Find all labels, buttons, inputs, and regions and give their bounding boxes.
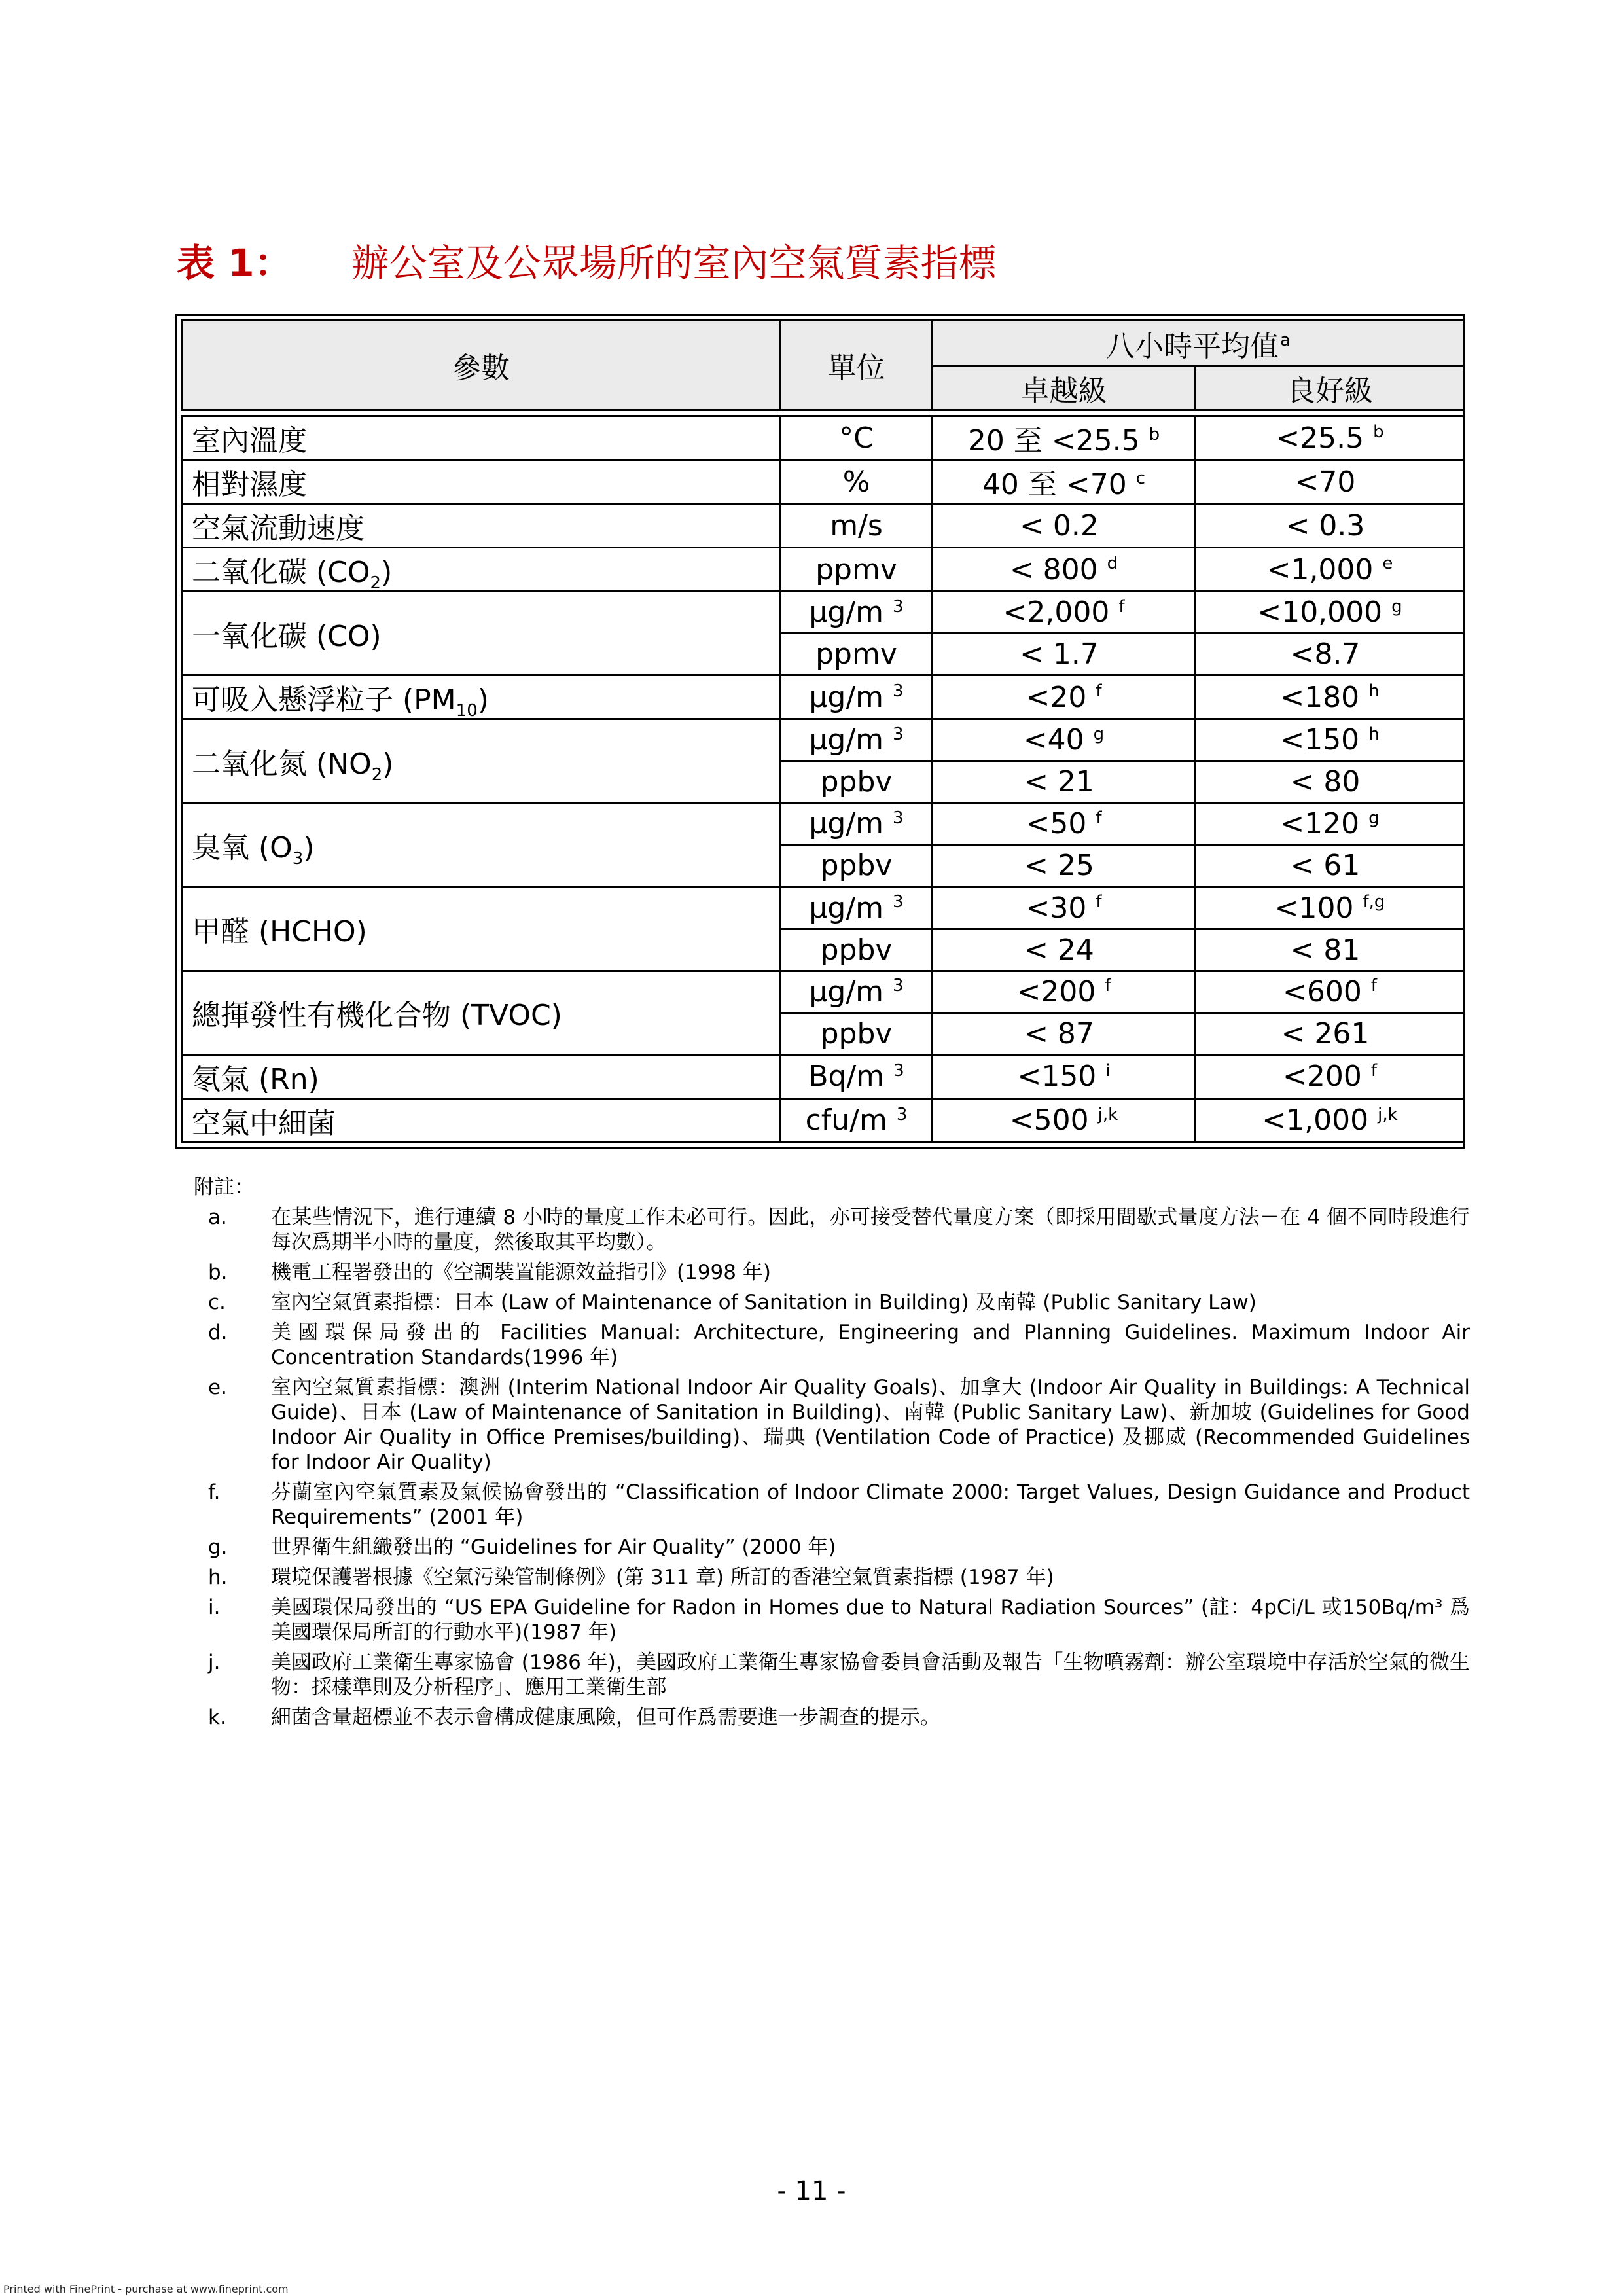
unit-cell bbox=[781, 887, 933, 929]
note-text: 世界衛生組織發出的 “Guidelines for Air Quality” (2000 年) bbox=[271, 1535, 836, 1559]
good-value: <70 bbox=[1294, 465, 1356, 499]
unit-cell bbox=[781, 675, 933, 719]
unit-cell: ppbv bbox=[781, 929, 933, 971]
excellent-value: < 21 bbox=[1024, 765, 1094, 799]
note-item bbox=[194, 1375, 1470, 1475]
excellent-cell bbox=[933, 634, 1196, 675]
excellent-cell bbox=[933, 1098, 1196, 1142]
print-footer: Printed with FinePrint - purchase at www.fineprint.com bbox=[3, 2283, 289, 2295]
table-row bbox=[182, 719, 1465, 761]
note-item bbox=[194, 1320, 1470, 1370]
param-cell: 一氧化碳 (CO) bbox=[182, 592, 781, 675]
note-text: 機電工程署發出的《空調裝置能源效益指引》(1998 年) bbox=[271, 1261, 771, 1284]
unit-superscript: 3 bbox=[893, 975, 904, 996]
param-cell: 相對濕度 bbox=[182, 460, 781, 504]
good-note: b bbox=[1373, 422, 1384, 442]
good-cell bbox=[1196, 761, 1465, 803]
good-cell bbox=[1196, 719, 1465, 761]
note-text: 室內空氣質素指標：日本 (Law of Maintenance of Sanitation in Building) 及南韓 (Public Sanitary Law) bbox=[271, 1291, 1257, 1314]
good-cell bbox=[1196, 460, 1465, 504]
excellent-note: f bbox=[1096, 681, 1102, 702]
note-label: h. bbox=[208, 1566, 228, 1589]
unit-cell bbox=[781, 1098, 933, 1142]
excellent-cell bbox=[933, 887, 1196, 929]
param-cell: 總揮發性有機化合物 (TVOC) bbox=[182, 971, 781, 1054]
param-text-end: ) bbox=[381, 556, 393, 590]
good-value: < 80 bbox=[1290, 765, 1361, 799]
iaq-table-frame bbox=[175, 314, 1465, 1149]
good-note: g bbox=[1391, 596, 1402, 617]
param-cell: 室內溫度 bbox=[182, 416, 781, 460]
notes-title: 附註： bbox=[194, 1175, 255, 1199]
iaq-objectives-table bbox=[181, 319, 1465, 1143]
note-label: b. bbox=[208, 1261, 228, 1284]
unit-cell: m/s bbox=[781, 504, 933, 548]
table-row bbox=[182, 675, 1465, 719]
note-item bbox=[194, 1705, 1470, 1730]
good-cell bbox=[1196, 504, 1465, 548]
table-row bbox=[182, 887, 1465, 929]
param-text-end: ) bbox=[477, 683, 489, 717]
excellent-value: <200 bbox=[1016, 975, 1096, 1009]
excellent-note: f bbox=[1096, 891, 1102, 912]
note-text: 芬蘭室內空氣質素及氣候協會發出的 “Classification of Indoor Climate 2000: Target Values, Design Guidance and Product Requirements” (2001 年) bbox=[271, 1480, 1470, 1529]
good-cell bbox=[1196, 592, 1465, 634]
excellent-cell bbox=[933, 1013, 1196, 1054]
table-row bbox=[182, 1098, 1465, 1142]
good-value: <8.7 bbox=[1290, 637, 1361, 672]
note-item bbox=[194, 1205, 1470, 1255]
unit-text: µg/m bbox=[809, 596, 884, 630]
excellent-cell bbox=[933, 504, 1196, 548]
table-row bbox=[182, 548, 1465, 592]
good-value: <10,000 bbox=[1257, 596, 1383, 630]
good-value: < 61 bbox=[1290, 849, 1361, 883]
good-cell bbox=[1196, 845, 1465, 887]
excellent-cell bbox=[933, 592, 1196, 634]
excellent-note: f bbox=[1118, 596, 1125, 617]
unit-cell: ppbv bbox=[781, 761, 933, 803]
note-item bbox=[194, 1535, 1470, 1560]
excellent-cell bbox=[933, 460, 1196, 504]
excellent-value: <20 bbox=[1026, 680, 1087, 714]
unit-cell bbox=[781, 803, 933, 845]
unit-superscript: 3 bbox=[893, 724, 904, 744]
good-value: <180 bbox=[1280, 680, 1360, 714]
good-value: <100 bbox=[1274, 891, 1354, 925]
param-cell: 空氣流動速度 bbox=[182, 504, 781, 548]
table-row bbox=[182, 460, 1465, 504]
good-value: <25.5 bbox=[1275, 421, 1364, 455]
excellent-value: <40 bbox=[1023, 723, 1084, 757]
unit-superscript: 3 bbox=[893, 596, 904, 617]
param-subscript: 2 bbox=[370, 573, 382, 592]
good-note: e bbox=[1382, 554, 1393, 573]
table-row bbox=[182, 416, 1465, 460]
param-cell bbox=[182, 548, 781, 592]
unit-superscript: 3 bbox=[893, 681, 904, 702]
good-note: g bbox=[1368, 808, 1380, 828]
good-value: <600 bbox=[1282, 975, 1362, 1009]
header-good: 良好級 bbox=[1196, 367, 1465, 410]
excellent-note: i bbox=[1105, 1060, 1111, 1081]
header-avg-sup: a bbox=[1280, 330, 1291, 350]
note-label: g. bbox=[208, 1535, 228, 1559]
header-spacer bbox=[182, 410, 1465, 416]
unit-cell: % bbox=[781, 460, 933, 504]
param-text-end: ) bbox=[303, 831, 315, 865]
param-text: 可吸入懸浮粒子 (PM bbox=[192, 683, 456, 717]
excellent-note: f bbox=[1105, 975, 1111, 996]
param-subscript: 10 bbox=[455, 701, 478, 719]
unit-cell: ppbv bbox=[781, 845, 933, 887]
note-label: c. bbox=[208, 1291, 226, 1314]
unit-text: µg/m bbox=[809, 807, 884, 841]
table-number: 表 1： bbox=[177, 241, 293, 285]
unit-superscript: 3 bbox=[896, 1104, 908, 1124]
note-label: e. bbox=[208, 1376, 227, 1399]
note-item bbox=[194, 1595, 1470, 1645]
table-row bbox=[182, 803, 1465, 845]
good-value: < 0.3 bbox=[1285, 509, 1365, 543]
excellent-value: < 24 bbox=[1024, 933, 1094, 967]
good-value: < 261 bbox=[1281, 1016, 1370, 1050]
good-value: <1,000 bbox=[1262, 1103, 1369, 1138]
unit-cell: ppbv bbox=[781, 1013, 933, 1054]
param-cell: 空氣中細菌 bbox=[182, 1098, 781, 1142]
param-cell bbox=[182, 675, 781, 719]
excellent-cell bbox=[933, 971, 1196, 1013]
excellent-cell bbox=[933, 548, 1196, 592]
excellent-value: < 800 bbox=[1009, 552, 1098, 586]
table-row bbox=[182, 971, 1465, 1013]
param-text: 二氧化氮 (NO bbox=[192, 747, 372, 781]
good-cell bbox=[1196, 1098, 1465, 1142]
param-subscript: 2 bbox=[371, 764, 383, 785]
unit-text: cfu/m bbox=[805, 1103, 887, 1138]
excellent-value: < 0.2 bbox=[1020, 509, 1099, 543]
table-row bbox=[182, 592, 1465, 634]
excellent-cell bbox=[933, 761, 1196, 803]
note-item bbox=[194, 1260, 1470, 1285]
excellent-value: <30 bbox=[1026, 891, 1087, 925]
unit-superscript: 3 bbox=[893, 808, 904, 828]
note-text: 美國環保局發出的 “US EPA Guideline for Radon in Homes due to Natural Radiation Sources” (註：4pCi/L 或150Bq/m³ 爲美國環保局所訂的行動水平)(1987 年) bbox=[271, 1596, 1470, 1644]
unit-cell bbox=[781, 719, 933, 761]
good-value: <150 bbox=[1280, 723, 1360, 757]
good-note: f bbox=[1370, 975, 1377, 996]
excellent-note: f bbox=[1096, 808, 1102, 828]
table-row bbox=[182, 1054, 1465, 1098]
good-cell bbox=[1196, 675, 1465, 719]
good-value: <200 bbox=[1282, 1060, 1362, 1094]
excellent-value: <2,000 bbox=[1003, 596, 1110, 630]
good-cell bbox=[1196, 803, 1465, 845]
excellent-value: 40 至 <70 bbox=[982, 468, 1127, 502]
table-row bbox=[182, 504, 1465, 548]
header-excellent: 卓越級 bbox=[933, 367, 1196, 410]
note-label: k. bbox=[208, 1706, 226, 1729]
unit-text: Bq/m bbox=[808, 1060, 885, 1094]
note-text: 在某些情況下，進行連續 8 小時的量度工作未必可行。因此，亦可接受替代量度方案（即採用間歇式量度方法－在 4 個不同時段進行每次爲期半小時的量度，然後取其平均數）。 bbox=[271, 1206, 1470, 1254]
note-item bbox=[194, 1480, 1470, 1530]
good-value: <1,000 bbox=[1266, 552, 1374, 586]
unit-text: µg/m bbox=[809, 723, 884, 757]
excellent-cell bbox=[933, 675, 1196, 719]
header-unit: 單位 bbox=[781, 321, 933, 410]
param-text-end: ) bbox=[382, 747, 394, 781]
unit-superscript: 3 bbox=[893, 891, 904, 912]
param-subscript: 3 bbox=[292, 848, 304, 869]
unit-superscript: 3 bbox=[893, 1060, 904, 1081]
excellent-value: <500 bbox=[1009, 1103, 1089, 1138]
good-cell bbox=[1196, 416, 1465, 460]
good-cell bbox=[1196, 929, 1465, 971]
unit-text: µg/m bbox=[809, 975, 884, 1009]
good-note: j,k bbox=[1378, 1104, 1398, 1124]
unit-cell: ppmv bbox=[781, 634, 933, 675]
param-cell: 甲醛 (HCHO) bbox=[182, 887, 781, 971]
good-note: h bbox=[1368, 724, 1380, 744]
excellent-cell bbox=[933, 1054, 1196, 1098]
excellent-note: j,k bbox=[1097, 1104, 1118, 1124]
good-value: < 81 bbox=[1290, 933, 1361, 967]
good-cell bbox=[1196, 1054, 1465, 1098]
note-label: d. bbox=[208, 1321, 228, 1344]
header-eight-hour-average bbox=[933, 321, 1465, 367]
excellent-value: <50 bbox=[1026, 807, 1087, 841]
table-title: 辦公室及公眾場所的室內空氣質素指標 bbox=[351, 241, 997, 285]
good-cell bbox=[1196, 1013, 1465, 1054]
excellent-cell bbox=[933, 845, 1196, 887]
excellent-cell bbox=[933, 719, 1196, 761]
page-number: - 11 - bbox=[777, 2176, 846, 2206]
note-text: 環境保護署根據《空氣污染管制條例》(第 311 章) 所訂的香港空氣質素指標 (1987 年) bbox=[271, 1566, 1054, 1589]
excellent-value: < 1.7 bbox=[1020, 637, 1099, 672]
param-cell: 氡氣 (Rn) bbox=[182, 1054, 781, 1098]
good-note: f,g bbox=[1363, 891, 1385, 912]
excellent-value: <150 bbox=[1017, 1060, 1097, 1094]
note-text: 細菌含量超標並不表示會構成健康風險，但可作爲需要進一步調查的提示。 bbox=[271, 1706, 940, 1729]
note-text: 美國政府工業衛生專家協會 (1986 年)，美國政府工業衛生專家協會委員會活動及報告「生物噴霧劑：辦公室環境中存活於空氣的微生物：採樣準則及分析程序」、應用工業衛生部 bbox=[271, 1651, 1470, 1699]
excellent-note: b bbox=[1149, 425, 1160, 445]
good-value: <120 bbox=[1280, 807, 1360, 841]
excellent-note: d bbox=[1107, 554, 1118, 573]
notes-section bbox=[194, 1175, 1470, 1735]
unit-text: µg/m bbox=[809, 891, 884, 925]
note-text: 室內空氣質素指標：澳洲 (Interim National Indoor Air Quality Goals)、加拿大 (Indoor Air Quality in Buildings: A Technical Guide)、日本 (Law of Maintenance of Sanitation in Building)、南韓 (Public Sanitary Law)、新加坡 (Guidelines for Good Indoor Air Quality in Office Premises/building)、瑞典 (Ventilation Code of Practice) 及挪威 (Recommended Guidelines for Indoor Air Quality) bbox=[271, 1376, 1470, 1474]
note-label: i. bbox=[208, 1596, 221, 1619]
excellent-value: 20 至 <25.5 bbox=[967, 424, 1140, 458]
note-item bbox=[194, 1290, 1470, 1315]
header-param: 參數 bbox=[182, 321, 781, 410]
excellent-note: c bbox=[1135, 469, 1146, 489]
unit-cell: ppmv bbox=[781, 548, 933, 592]
good-note: h bbox=[1368, 681, 1380, 702]
param-text: 臭氧 (O bbox=[192, 831, 293, 865]
good-note: f bbox=[1370, 1060, 1377, 1081]
param-cell bbox=[182, 803, 781, 887]
note-label: f. bbox=[208, 1480, 221, 1504]
excellent-cell bbox=[933, 803, 1196, 845]
note-label: a. bbox=[208, 1206, 227, 1229]
excellent-value: < 87 bbox=[1024, 1016, 1094, 1050]
param-text: 二氧化碳 (CO bbox=[192, 556, 370, 590]
param-cell bbox=[182, 719, 781, 803]
unit-text: µg/m bbox=[809, 680, 884, 714]
excellent-cell bbox=[933, 929, 1196, 971]
good-cell bbox=[1196, 887, 1465, 929]
good-cell bbox=[1196, 971, 1465, 1013]
unit-cell: °C bbox=[781, 416, 933, 460]
page-title bbox=[177, 232, 997, 287]
good-cell bbox=[1196, 548, 1465, 592]
excellent-note: g bbox=[1093, 724, 1105, 744]
excellent-value: < 25 bbox=[1024, 849, 1094, 883]
note-label: j. bbox=[208, 1651, 221, 1674]
unit-cell bbox=[781, 592, 933, 634]
good-cell bbox=[1196, 634, 1465, 675]
note-item bbox=[194, 1565, 1470, 1590]
excellent-cell bbox=[933, 416, 1196, 460]
unit-cell bbox=[781, 971, 933, 1013]
unit-cell bbox=[781, 1054, 933, 1098]
note-text: 美國環保局發出的 Facilities Manual: Architecture, Engineering and Planning Guidelines. Maximum Indoor Air Concentration Standards(1996 年) bbox=[271, 1321, 1470, 1369]
header-avg-text: 八小時平均值 bbox=[1106, 329, 1279, 363]
note-item bbox=[194, 1650, 1470, 1700]
